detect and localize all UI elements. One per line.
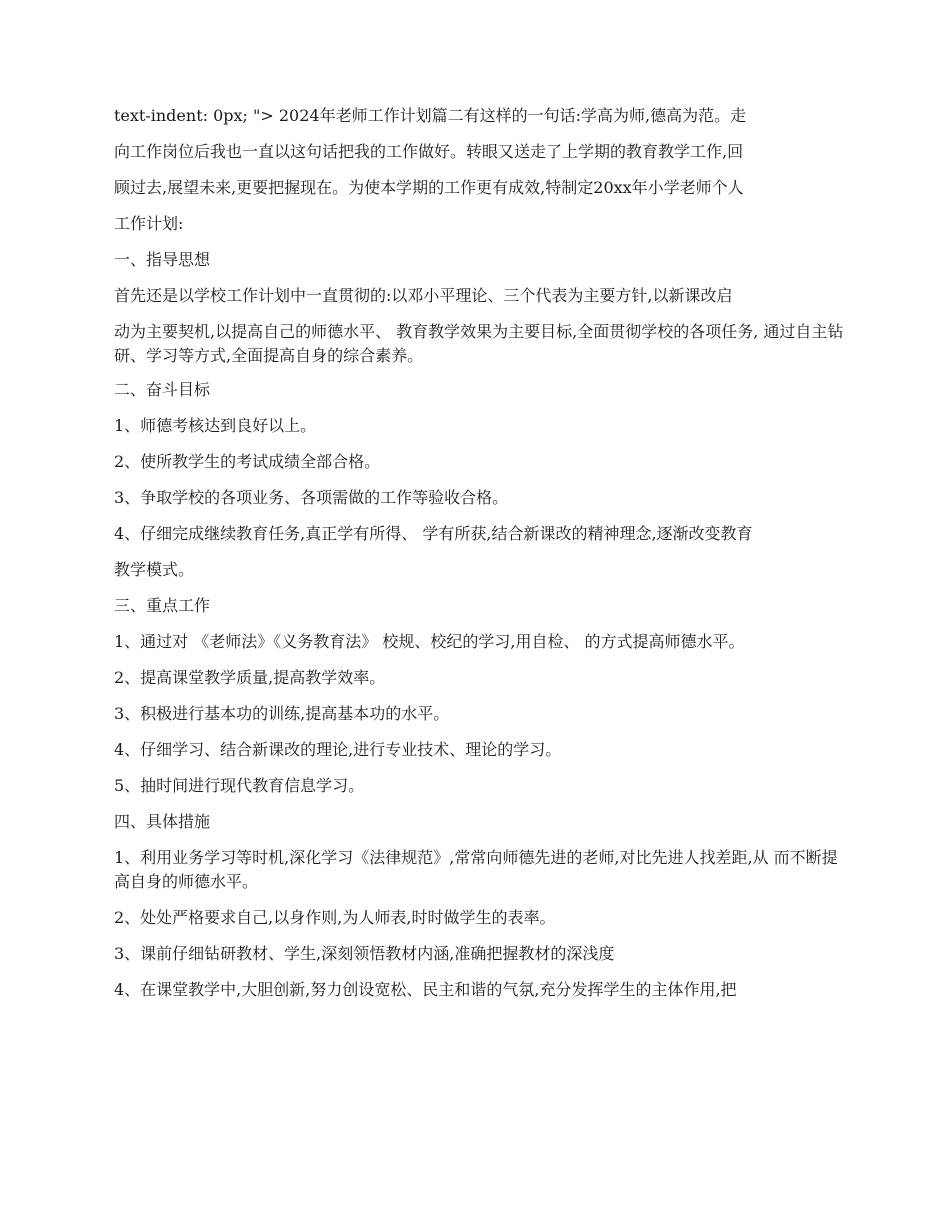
- section-heading-measures: 四、具体措施: [114, 812, 211, 831]
- paragraph-intro-1: text-indent: 0px; "> 2024年老师工作计划篇二有这样的一句话:学高为师,德高为范。走: [114, 106, 747, 125]
- paragraph-guiding-2: 动为主要契机,以提高自己的师德水平、 教育教学效果为主要目标,全面贯彻学校的各项任务, 通过自主钻研、学习等方式,全面提高自身的综合素养。: [114, 322, 844, 365]
- list-item-measure-4: 4、在课堂教学中,大胆创新,努力创设宽松、民主和谐的气氛,充分发挥学生的主体作用,把: [114, 980, 737, 999]
- paragraph-intro-3: 顾过去,展望未来,更要把握现在。为使本学期的工作更有成效,特制定20xx年小学老师个人: [114, 178, 744, 197]
- list-item-key-4: 4、仔细学习、结合新课改的理论,进行专业技术、理论的学习。: [114, 740, 562, 759]
- list-item-goal-1: 1、师德考核达到良好以上。: [114, 416, 317, 435]
- list-item-key-1: 1、通过对 《老师法》《义务教育法》 校规、校纪的学习,用自检、 的方式提高师德水平。: [114, 632, 745, 651]
- list-item-key-3: 3、积极进行基本功的训练,提高基本功的水平。: [114, 704, 450, 723]
- section-heading-guiding-thought: 一、指导思想: [114, 250, 211, 269]
- list-item-goal-2: 2、使所教学生的考试成绩全部合格。: [114, 452, 381, 471]
- paragraph-intro-2: 向工作岗位后我也一直以这句话把我的工作做好。转眼又送走了上学期的教育教学工作,回: [114, 142, 744, 161]
- list-item-measure-2: 2、处处严格要求自己,以身作则,为人师表,时时做学生的表率。: [114, 908, 556, 927]
- list-item-goal-4: 4、仔细完成继续教育任务,真正学有所得、 学有所获,结合新课改的精神理念,逐渐改变教育: [114, 524, 753, 543]
- list-item-goal-3: 3、争取学校的各项业务、各项需做的工作等验收合格。: [114, 488, 509, 507]
- section-heading-key-work: 三、重点工作: [114, 596, 211, 615]
- list-item-key-5: 5、抽时间进行现代教育信息学习。: [114, 776, 365, 795]
- list-item-measure-3: 3、课前仔细钻研教材、学生,深刻领悟教材内涵,准确把握教材的深浅度: [114, 944, 615, 963]
- paragraph-intro-4: 工作计划:: [114, 214, 184, 233]
- document-page: [114, 104, 844, 1014]
- section-heading-goals: 二、奋斗目标: [114, 380, 211, 399]
- list-item-key-2: 2、提高课堂教学质量,提高教学效率。: [114, 668, 386, 687]
- paragraph-guiding-1: 首先还是以学校工作计划中一直贯彻的:以邓小平理论、三个代表为主要方针,以新课改启: [114, 286, 733, 305]
- list-item-measure-1: 1、利用业务学习等时机,深化学习《法律规范》,常常向师德先进的老师,对比先进人找差距,从 而不断提高自身的师德水平。: [114, 848, 838, 891]
- paragraph-goal-4-cont: 教学模式。: [114, 560, 195, 579]
